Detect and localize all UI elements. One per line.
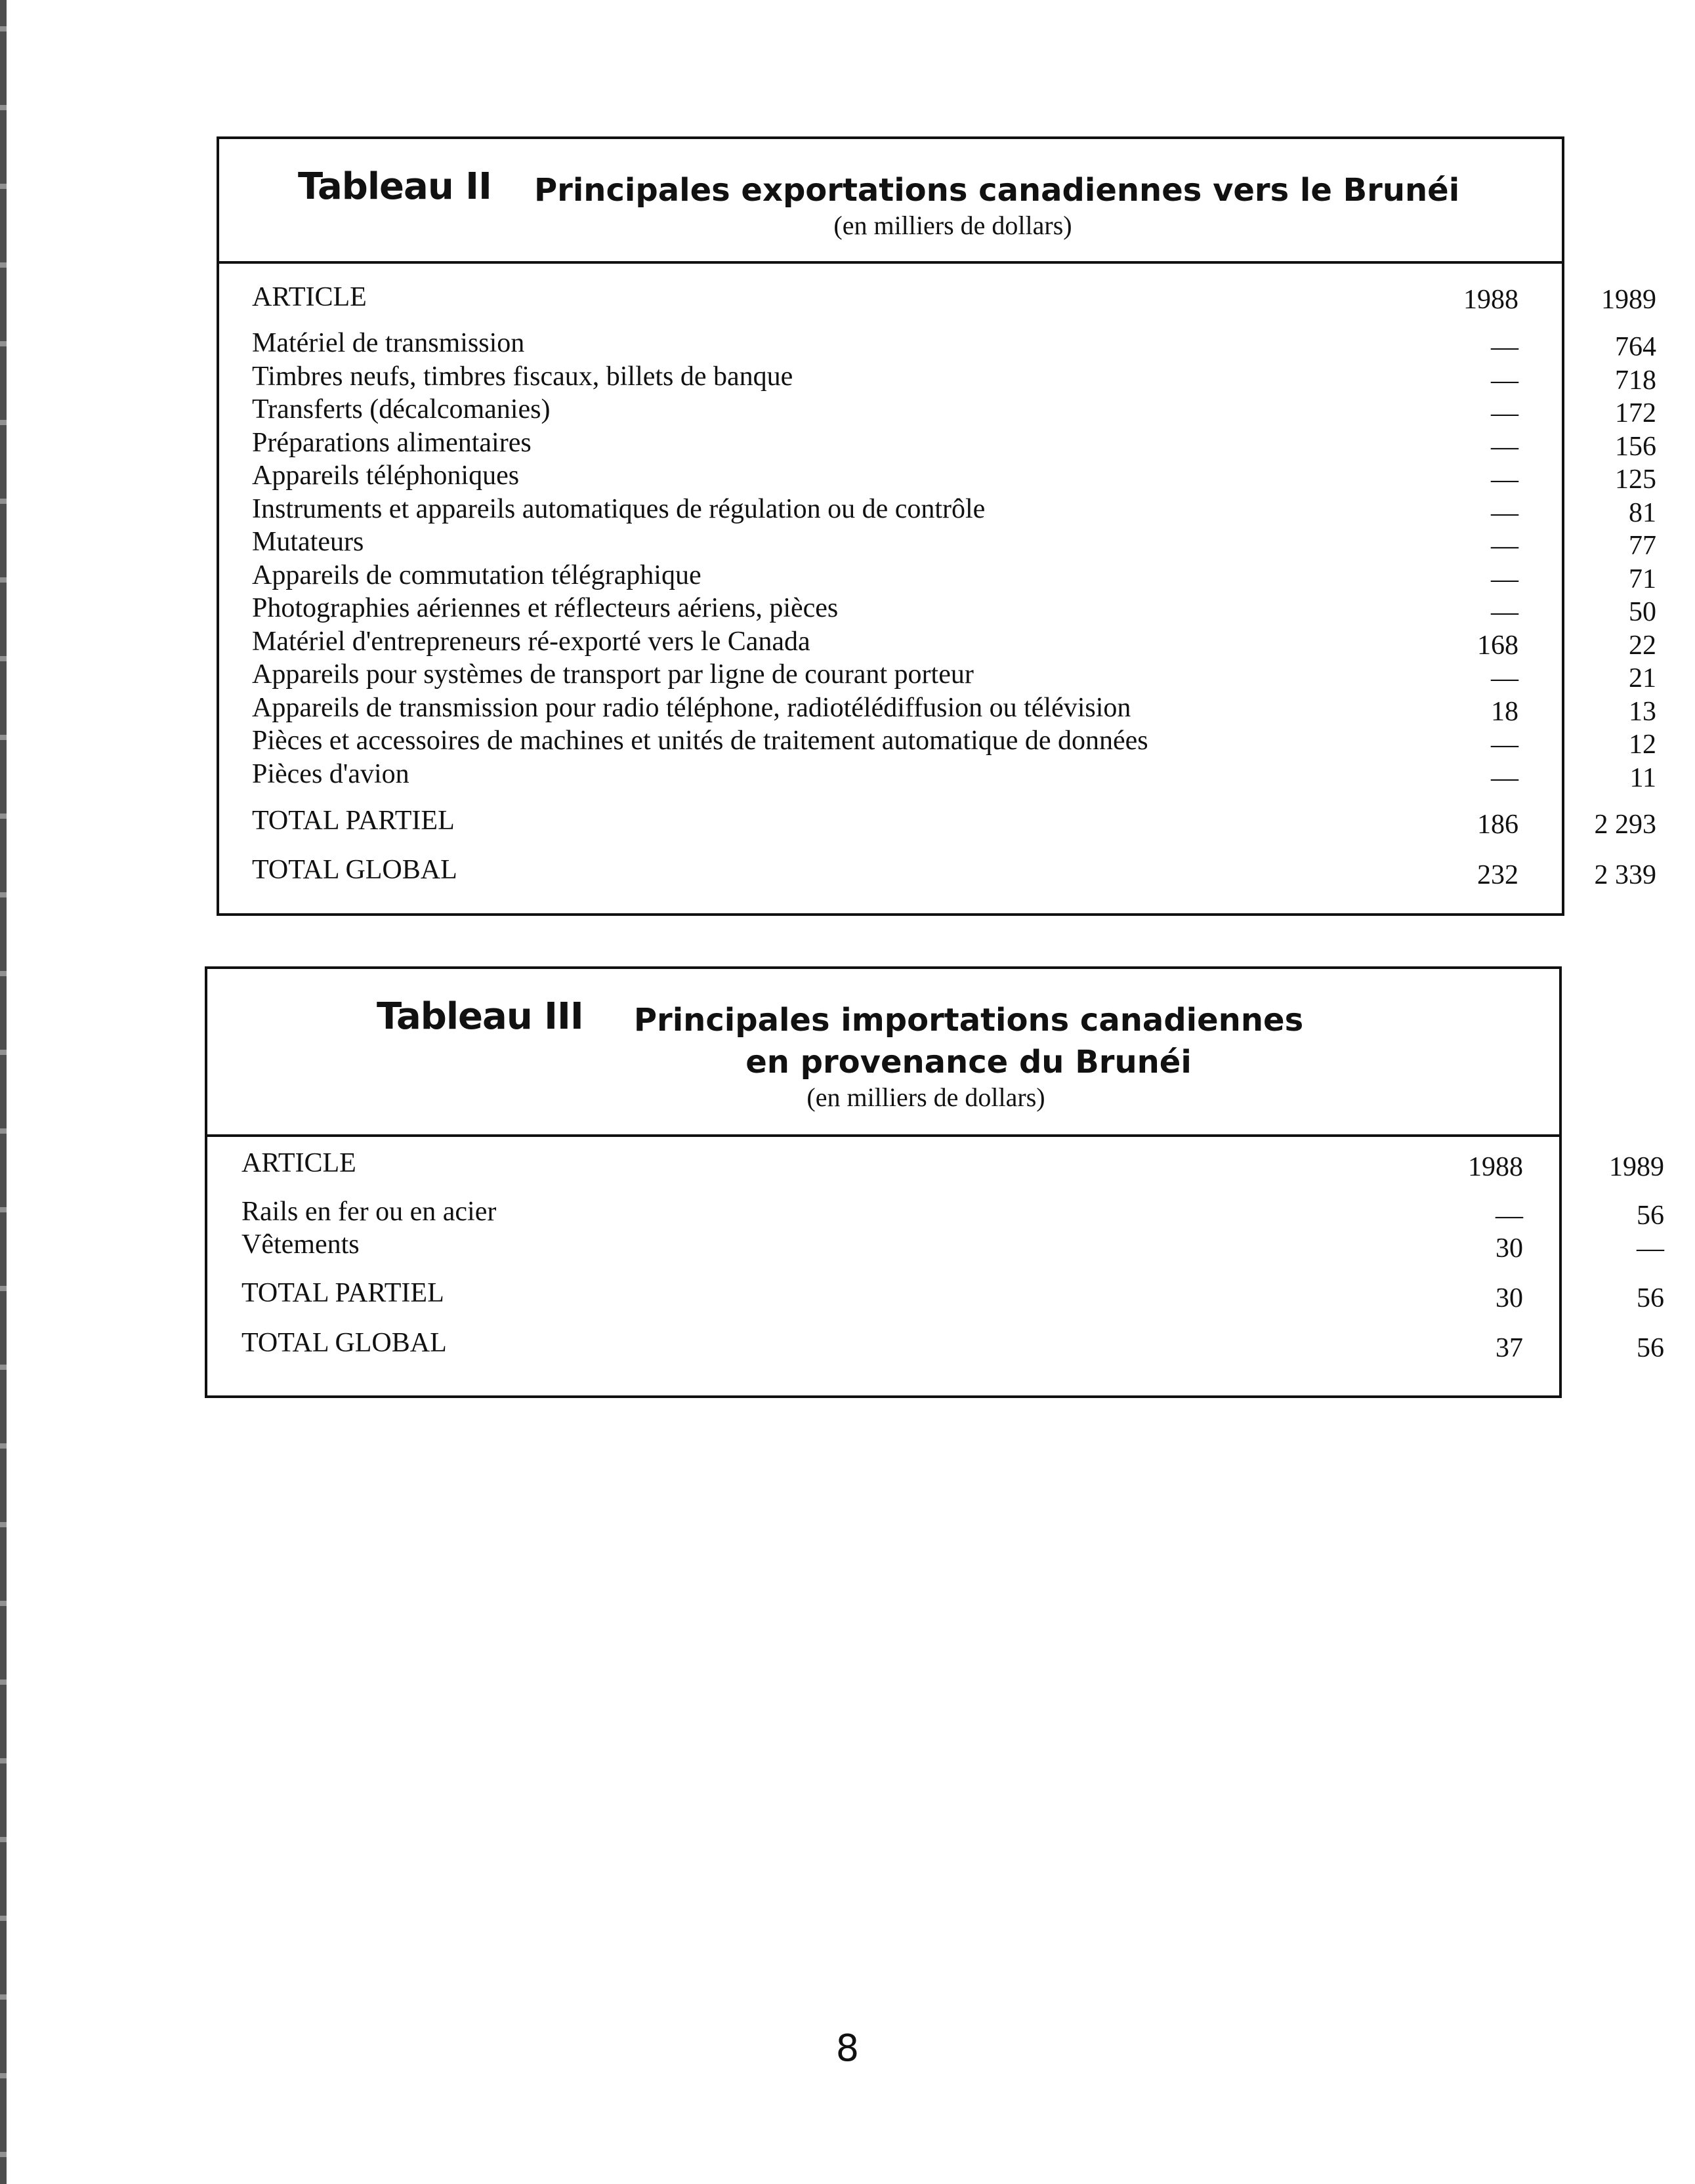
row-label: Pièces d'avion: [252, 758, 409, 789]
value-1988: —: [1491, 398, 1518, 428]
column-header-article: ARTICLE: [241, 1148, 356, 1178]
value-1989: 172: [1615, 398, 1656, 428]
table-header: [219, 139, 1562, 264]
row-label: Rails en fer ou en acier: [241, 1197, 497, 1227]
value-1989: 125: [1615, 464, 1656, 495]
column-header-1989: 1989: [1601, 285, 1656, 315]
value-1988: —: [1491, 531, 1518, 561]
column-header-row: [219, 280, 1656, 315]
table-header: [207, 969, 1559, 1137]
value-1989: 77: [1629, 531, 1656, 561]
value-1989: —: [1637, 1233, 1664, 1264]
table-unit: (en milliers de dollars): [833, 211, 1072, 240]
total-partiel-label: TOTAL PARTIEL: [241, 1278, 444, 1308]
value-1988: —: [1491, 730, 1518, 760]
table-title: Principales exportations canadiennes vers le Brunéi: [534, 172, 1460, 209]
table-row: [219, 459, 1656, 495]
value-1989: 764: [1615, 332, 1656, 362]
row-label: Vêtements: [241, 1229, 360, 1260]
total-global-1989: 56: [1637, 1333, 1664, 1363]
table-exports: [217, 136, 1656, 916]
value-1989: 21: [1629, 663, 1656, 693]
table-row: [219, 558, 1656, 594]
column-header-article: ARTICLE: [252, 282, 367, 312]
value-1988: —: [1491, 663, 1518, 693]
total-global-label: TOTAL GLOBAL: [252, 855, 457, 885]
table-row: [219, 360, 1656, 396]
row-label: Pièces et accessoires de machines et unités de traitement automatique de données: [252, 726, 1148, 756]
row-label: Matériel de transmission: [252, 328, 525, 358]
value-1988: —: [1491, 332, 1518, 362]
row-label: Appareils téléphoniques: [252, 461, 520, 491]
value-1988: —: [1491, 597, 1518, 627]
value-1989: 50: [1629, 597, 1656, 627]
row-label: Préparations alimentaires: [252, 427, 532, 458]
row-label: Appareils pour systèmes de transport par ligne de courant porteur: [252, 659, 974, 690]
table-row: [219, 492, 1656, 528]
value-1988: —: [1491, 497, 1518, 528]
value-1988: —: [1491, 762, 1518, 793]
total-global-row: [207, 1326, 1664, 1363]
total-partiel-row: [207, 1276, 1664, 1313]
value-1989: 56: [1637, 1201, 1664, 1231]
total-global-row: [219, 853, 1656, 890]
column-header-row: [207, 1146, 1664, 1182]
table-title: Principales importations canadiennes en provenance du Brunéi: [633, 1002, 1304, 1081]
row-label: Photographies aériennes et réflecteurs aériens, pièces: [252, 593, 839, 623]
table-row: [219, 326, 1656, 362]
row-label: Mutateurs: [252, 527, 364, 557]
table-row: [219, 625, 1656, 661]
table-row: [219, 757, 1656, 793]
row-label: Appareils de commutation télégraphique: [252, 560, 701, 590]
total-partiel-1989: 2 293: [1594, 810, 1656, 840]
table-number: Tableau III: [377, 995, 583, 1038]
table-row: [219, 724, 1656, 760]
value-1989: 12: [1629, 730, 1656, 760]
page-number: 8: [835, 2027, 860, 2070]
value-1989: 11: [1629, 762, 1656, 793]
row-label: Matériel d'entrepreneurs ré-exporté vers le Canada: [252, 626, 810, 657]
column-header-1989: 1989: [1609, 1152, 1664, 1182]
total-partiel-1988: 186: [1477, 810, 1518, 840]
table-row: [207, 1195, 1664, 1231]
row-label: Transferts (décalcomanies): [252, 394, 551, 424]
value-1989: 71: [1629, 564, 1656, 594]
column-header-1988: 1988: [1468, 1152, 1523, 1182]
table-row: [219, 426, 1656, 462]
value-1988: 30: [1496, 1233, 1523, 1264]
table-row: [219, 591, 1656, 627]
table-number: Tableau II: [298, 165, 492, 208]
scan-edge: [0, 0, 7, 2184]
value-1988: —: [1491, 365, 1518, 396]
value-1988: 18: [1491, 696, 1518, 727]
total-partiel-row: [219, 804, 1656, 840]
total-partiel-label: TOTAL PARTIEL: [252, 806, 455, 836]
row-label: Appareils de transmission pour radio téléphone, radiotélédiffusion ou télévision: [252, 692, 1131, 723]
table-row: [207, 1227, 1664, 1264]
table-row: [219, 691, 1656, 727]
table-row: [219, 657, 1656, 693]
value-1989: 81: [1629, 497, 1656, 528]
table-imports: [205, 966, 1664, 1398]
value-1989: 13: [1629, 696, 1656, 727]
value-1989: 22: [1629, 630, 1656, 661]
total-partiel-1989: 56: [1637, 1283, 1664, 1313]
table-unit: (en milliers de dollars): [806, 1082, 1045, 1112]
value-1988: —: [1491, 464, 1518, 495]
table-row: [219, 392, 1656, 428]
value-1988: 168: [1477, 630, 1518, 661]
value-1989: 718: [1615, 365, 1656, 396]
total-global-1988: 232: [1477, 860, 1518, 890]
total-partiel-1988: 30: [1496, 1283, 1523, 1313]
row-label: Instruments et appareils automatiques de régulation ou de contrôle: [252, 493, 986, 524]
value-1988: —: [1491, 431, 1518, 462]
table-row: [219, 525, 1656, 561]
total-global-label: TOTAL GLOBAL: [241, 1328, 447, 1358]
value-1988: —: [1491, 564, 1518, 594]
column-header-1988: 1988: [1463, 285, 1518, 315]
value-1988: —: [1496, 1201, 1523, 1231]
total-global-1988: 37: [1496, 1333, 1523, 1363]
total-global-1989: 2 339: [1594, 860, 1656, 890]
row-label: Timbres neufs, timbres fiscaux, billets de banque: [252, 361, 793, 392]
value-1989: 156: [1615, 431, 1656, 462]
